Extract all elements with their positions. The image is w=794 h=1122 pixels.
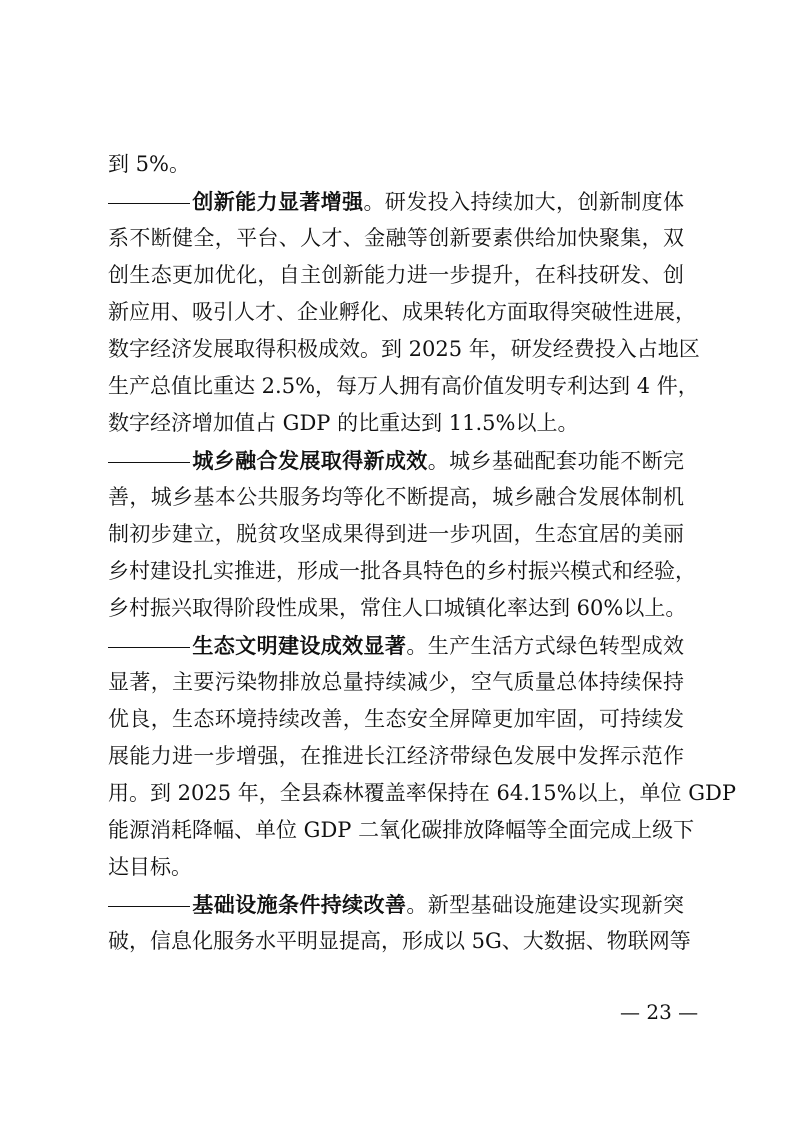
line-text: 乡村建设扎实推进，形成一批各具特色的乡村振兴模式和经验， <box>108 559 696 583</box>
section-heading-line <box>108 442 684 479</box>
body-text-line <box>108 849 684 886</box>
line-text: 优良，生态环境持续改善，生态安全屏障更加牢固，可持续发 <box>108 707 684 731</box>
line-text: 数字经济增加值占 GDP 的比重达到 11.5%以上。 <box>108 411 579 435</box>
body-text-line <box>108 331 700 368</box>
line-text: 用。到 2025 年，全县森林覆盖率保持在 64.15%以上，单位 GDP <box>108 781 736 805</box>
page-number: — 23 — <box>620 1000 699 1024</box>
body-text-line <box>108 664 684 701</box>
line-text: 破，信息化服务水平明显提高，形成以 5G、大数据、物联网等 <box>108 929 691 953</box>
section-heading-line <box>108 627 684 664</box>
line-text: 。生产生活方式绿色转型成效 <box>406 634 685 658</box>
section-heading-line <box>108 886 684 923</box>
body-text-line <box>108 701 684 738</box>
document-body <box>108 146 736 960</box>
em-dash-rule <box>108 184 192 221</box>
body-text-line <box>108 553 696 590</box>
line-text: 显著，主要污染物排放总量持续减少，空气质量总体持续保持 <box>108 670 684 694</box>
line-text: 。城乡基础配套功能不断完 <box>427 449 685 473</box>
body-text-line <box>108 220 684 257</box>
body-text-line <box>108 368 699 405</box>
body-text-line <box>108 590 687 627</box>
line-text: 新应用、吸引人才、企业孵化、成果转化方面取得突破性进展， <box>108 300 696 324</box>
line-text: 生产总值比重达 2.5%，每万人拥有高价值发明专利达到 4 件， <box>108 374 699 398</box>
em-dash-rule <box>108 628 192 665</box>
body-text-line <box>108 294 696 331</box>
line-text: 乡村振兴取得阶段性成果，常住人口城镇化率达到 60%以上。 <box>108 596 687 620</box>
line-text: 。研发投入持续加大，创新制度体 <box>363 190 685 214</box>
body-text-line <box>108 405 684 442</box>
section-heading: 基础设施条件持续改善 <box>192 892 407 917</box>
line-text: 制初步建立，脱贫攻坚成果得到进一步巩固，生态宜居的美丽 <box>108 522 684 546</box>
section-heading-line <box>108 183 684 220</box>
section-heading: 创新能力显著增强 <box>192 189 364 214</box>
line-text: 到 5%。 <box>108 152 190 176</box>
body-text-line <box>108 146 684 183</box>
section-heading: 生态文明建设成效显著 <box>192 633 407 658</box>
line-text: 达目标。 <box>108 855 192 879</box>
line-text: 创生态更加优化，自主创新能力进一步提升，在科技研发、创 <box>108 263 684 287</box>
body-text-line <box>108 516 684 553</box>
line-text: 。新型基础设施建设实现新突 <box>406 893 685 917</box>
section-heading: 城乡融合发展取得新成效 <box>192 448 428 473</box>
em-dash-rule <box>108 443 192 480</box>
body-text-line <box>108 257 684 294</box>
body-text-line <box>108 923 691 960</box>
line-text: 展能力进一步增强，在推进长江经济带绿色发展中发挥示范作 <box>108 744 684 768</box>
body-text-line <box>108 812 695 849</box>
line-text: 数字经济发展取得积极成效。到 2025 年，研发经费投入占地区 <box>108 337 700 361</box>
line-text: 善，城乡基本公共服务均等化不断提高，城乡融合发展体制机 <box>108 485 684 509</box>
line-text: 系不断健全，平台、人才、金融等创新要素供给加快聚集，双 <box>108 226 684 250</box>
body-text-line <box>108 479 684 516</box>
body-text-line <box>108 738 684 775</box>
em-dash-rule <box>108 887 192 924</box>
body-text-line <box>108 775 736 812</box>
line-text: 能源消耗降幅、单位 GDP 二氧化碳排放降幅等全面完成上级下 <box>108 818 695 842</box>
